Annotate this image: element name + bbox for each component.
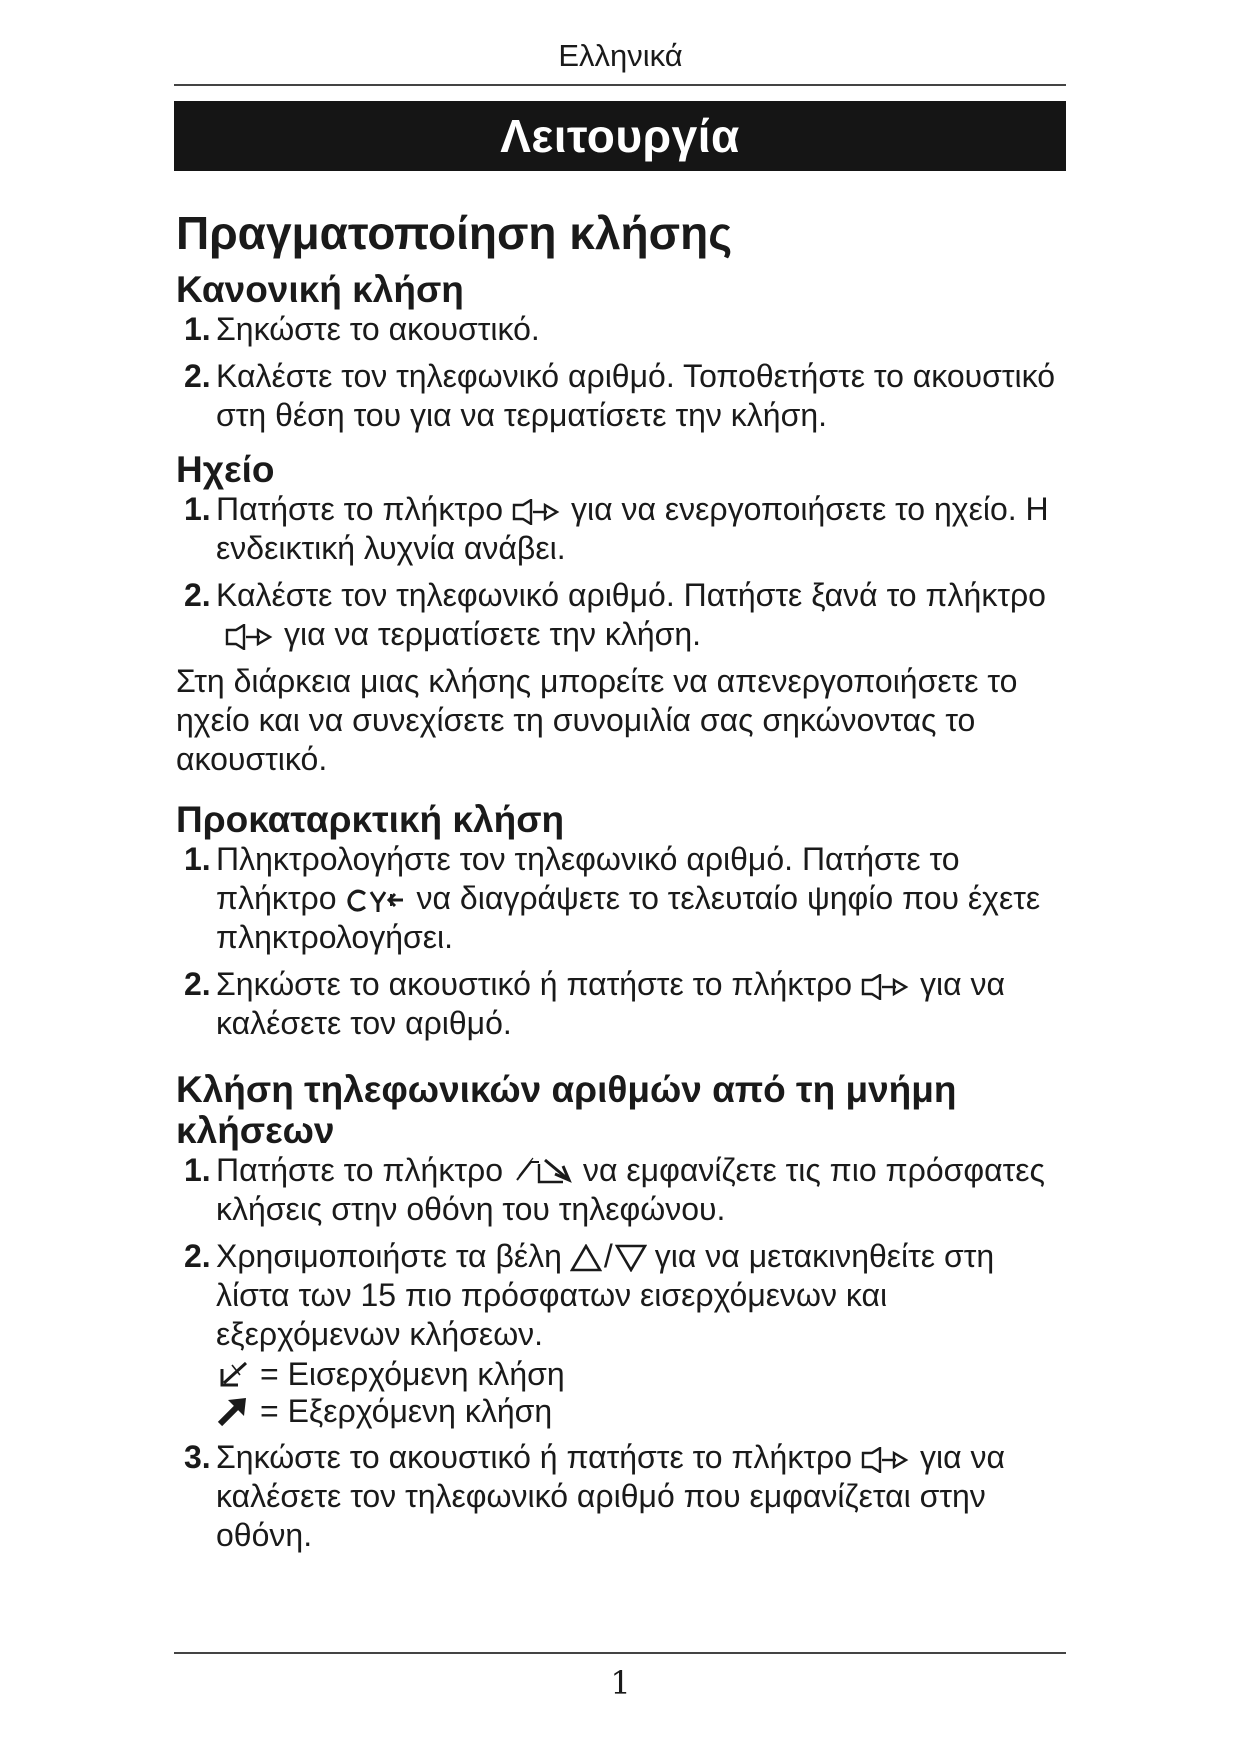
- up-arrow-icon: [570, 1244, 602, 1272]
- section-banner: Λειτουργία: [174, 101, 1066, 171]
- step-text: Σηκώστε το ακουστικό.: [216, 311, 540, 347]
- step-number: 3.: [184, 1439, 211, 1475]
- heading-speaker: Ηχείο: [176, 449, 275, 490]
- step-number: 2.: [184, 1238, 211, 1274]
- step-text-before: Σηκώστε το ακουστικό ή πατήστε το πλήκτρο: [216, 966, 852, 1002]
- language-label: Ελληνικά: [558, 38, 683, 73]
- step-text-after: για να τερματίσετε την κλήση.: [284, 616, 702, 652]
- speaker-key-icon: [511, 499, 563, 525]
- heading-call-memory: Κλήση τηλεφωνικών αριθμών από τη μνήμη κλήσεων: [176, 1069, 957, 1151]
- step-text-before: Καλέστε τον τηλεφωνικό αριθμό. Πατήστε ξανά το πλήκτρο: [216, 577, 1046, 613]
- speaker-note: Στη διάρκεια μιας κλήσης μπορείτε να απενεργοποιήσετε το ηχείο και να συνεχίσετε τη συνομιλία σας σηκώνοντας το ακουστικό.: [176, 663, 1018, 777]
- predial-steps: [176, 840, 1076, 1043]
- page-title: Πραγματοποίηση κλήσης: [176, 207, 733, 259]
- speaker-key-icon: [860, 1447, 912, 1473]
- speaker-key-icon: [224, 624, 276, 650]
- call-list-key-icon: [511, 1154, 575, 1186]
- step-number: 2.: [184, 577, 211, 613]
- page-number: 1: [610, 1664, 631, 1702]
- footer-rule: [174, 1652, 1066, 1654]
- step-text-after: για να ενεργοποιήσετε το ηχείο. Η ενδεικτική λυχνία ανάβει.: [216, 491, 1049, 566]
- list-item: [176, 357, 1076, 435]
- delete-key-icon: [345, 886, 409, 914]
- arrow-separator: /: [603, 1238, 613, 1274]
- speaker-steps: [176, 490, 1076, 654]
- step-text-after: να διαγράψετε το τελευταίο ψηφίο που έχετε πληκτρολογήσει.: [216, 880, 1041, 955]
- legend-outgoing-text: = Εξερχόμενη κλήση: [260, 1393, 553, 1429]
- list-item: [176, 1151, 1076, 1229]
- step-number: 1.: [184, 1152, 211, 1188]
- down-arrow-icon: [615, 1244, 647, 1272]
- call-memory-steps: [176, 1151, 1076, 1555]
- step-number: 1.: [184, 311, 211, 347]
- step-text-after: για να καλέσετε τον τηλεφωνικό αριθμό που εμφανίζεται στην οθόνη.: [216, 1439, 1005, 1553]
- step-text-before: Πατήστε το πλήκτρο: [216, 1152, 503, 1188]
- heading-normal-call: Κανονική κλήση: [176, 269, 464, 310]
- list-item: [176, 965, 1076, 1043]
- normal-call-steps: [176, 310, 1076, 435]
- step-number: 2.: [184, 358, 211, 394]
- step-number: 1.: [184, 841, 211, 877]
- list-item: [176, 576, 1076, 654]
- step-text-before: Πατήστε το πλήκτρο: [216, 491, 503, 527]
- step-text-before: Χρησιμοποιήστε τα βέλη: [216, 1238, 562, 1274]
- list-item: [176, 840, 1076, 957]
- speaker-key-icon: [860, 974, 912, 1000]
- step-text-after: για να μετακινηθείτε στη λίστα των 15 πιο πρόσφατων εισερχόμενων και εξερχόμενων κλήσεων.: [216, 1238, 995, 1352]
- step-text-before: Πληκτρολογήστε τον τηλεφωνικό αριθμό. Πατήστε το πλήκτρο: [216, 841, 960, 916]
- incoming-call-icon: [216, 1359, 250, 1391]
- list-item: [176, 310, 1076, 349]
- step-number: 1.: [184, 491, 211, 527]
- outgoing-call-icon: [216, 1396, 250, 1428]
- list-item: [176, 1438, 1076, 1555]
- step-text-before: Σηκώστε το ακουστικό ή πατήστε το πλήκτρο: [216, 1439, 852, 1475]
- list-item: [176, 490, 1076, 568]
- legend-row-outgoing: [216, 1393, 1076, 1430]
- legend-row-incoming: [216, 1356, 1076, 1393]
- heading-predial: Προκαταρκτική κλήση: [176, 799, 565, 840]
- call-type-legend: [216, 1356, 1076, 1430]
- list-item: [176, 1237, 1076, 1430]
- step-text-after: να εμφανίζετε τις πιο πρόσφατες κλήσεις στην οθόνη του τηλεφώνου.: [216, 1152, 1045, 1227]
- step-text: Καλέστε τον τηλεφωνικό αριθμό. Τοποθετήστε το ακουστικό στη θέση του για να τερματίσετε την κλήση.: [216, 358, 1056, 433]
- step-number: 2.: [184, 966, 211, 1002]
- step-text-after: για να καλέσετε τον αριθμό.: [216, 966, 1005, 1041]
- header-rule: [174, 84, 1066, 86]
- legend-incoming-text: = Εισερχόμενη κλήση: [260, 1356, 565, 1392]
- content: [176, 205, 1076, 1563]
